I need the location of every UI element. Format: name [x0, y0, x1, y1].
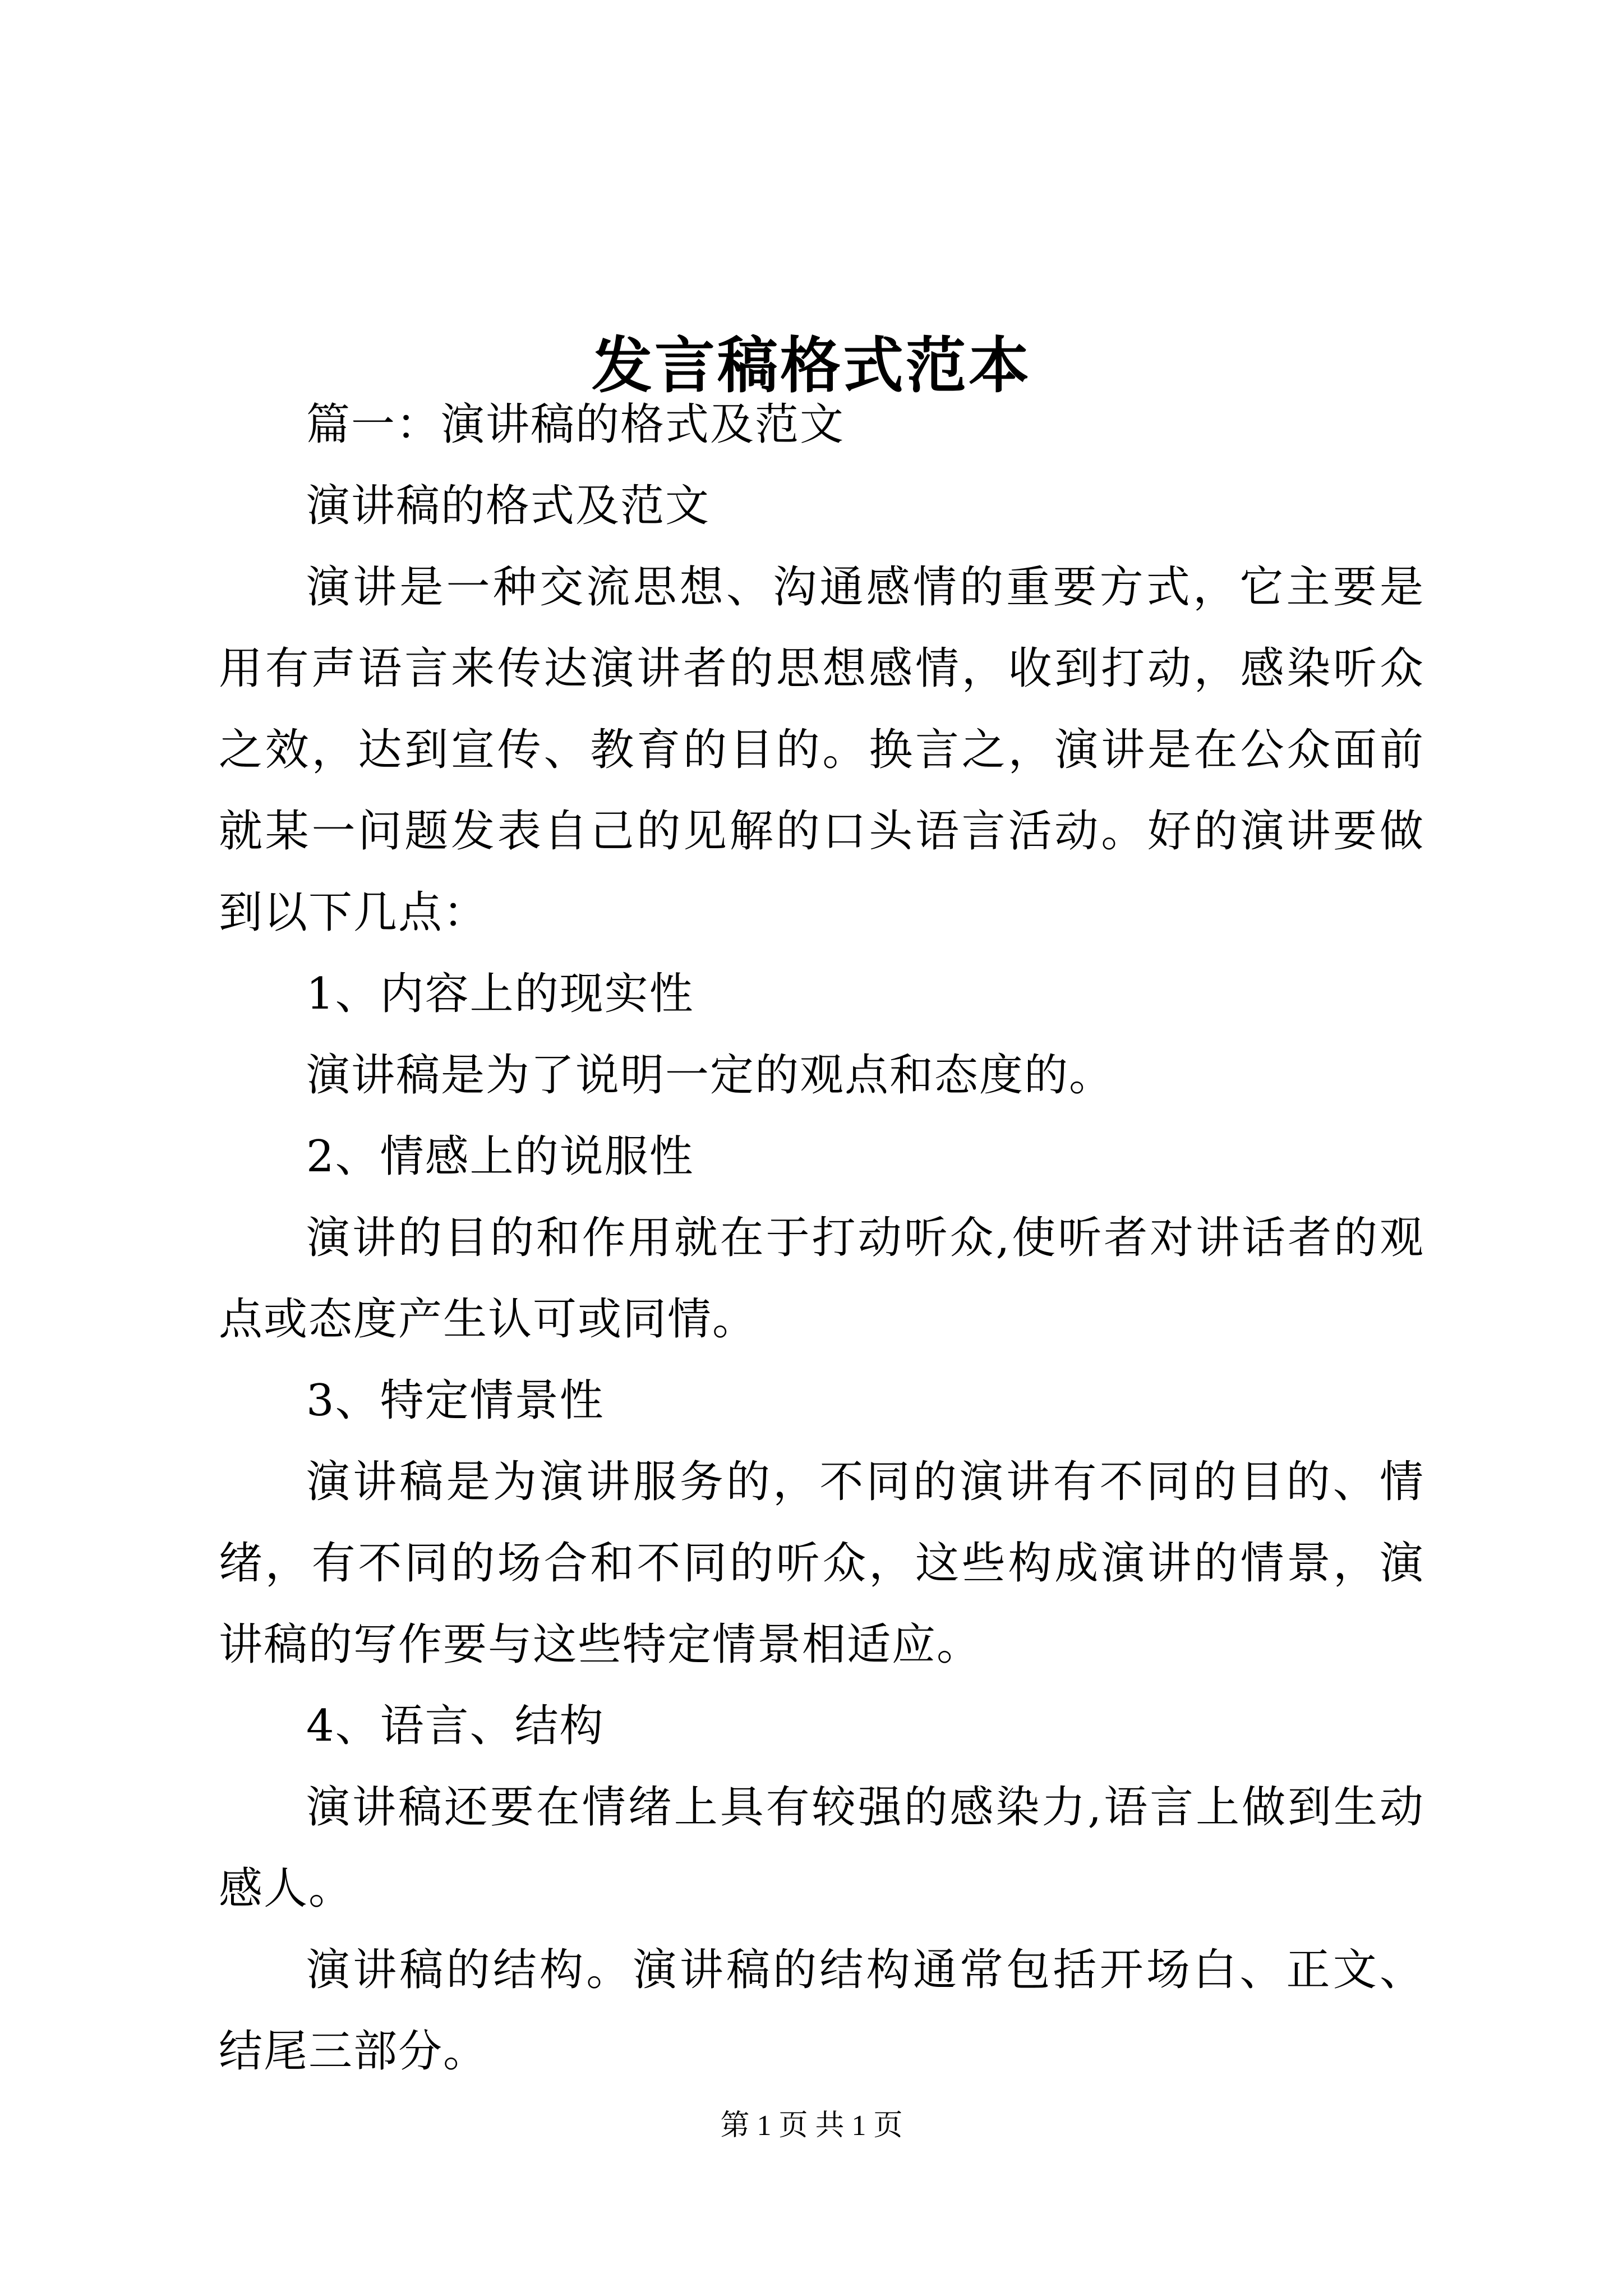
document-body — [219, 384, 1424, 2092]
point-heading-4: 4、语言、结构 — [306, 1701, 605, 1751]
structure-paragraph: 演讲稿的结构。演讲稿的结构通常包括开场白、正文、结尾三部分。 — [219, 1945, 1424, 2077]
point-text-2: 演讲的目的和作用就在于打动听众,使听者对讲话者的观点或态度产生认可或同情。 — [219, 1213, 1424, 1345]
page-footer: 第 1 页 共 1 页 — [720, 2110, 903, 2142]
intro-paragraph: 演讲是一种交流思想、沟通感情的重要方式，它主要是用有声语言来传达演讲者的思想感情，收到打动，感染听众之效，达到宣传、教育的目的。换言之，演讲是在公众面前就某一问题发表自己的见解的口头语言活动。好的演讲要做到以下几点： — [219, 562, 1424, 938]
section-heading: 篇一：演讲稿的格式及范文 — [306, 399, 845, 450]
point-heading-1: 1、内容上的现实性 — [306, 969, 694, 1019]
document-title: 发言稿格式范本 — [591, 330, 1031, 402]
subtitle-paragraph: 演讲稿的格式及范文 — [306, 481, 711, 531]
point-text-1: 演讲稿是为了说明一定的观点和态度的。 — [306, 1050, 1114, 1101]
point-heading-2: 2、情感上的说服性 — [306, 1131, 694, 1182]
point-heading-3: 3、特定情景性 — [306, 1375, 605, 1426]
point-text-3: 演讲稿是为演讲服务的，不同的演讲有不同的目的、情绪，有不同的场合和不同的听众，这些构成演讲的情景，演讲稿的写作要与这些特定情景相适应。 — [219, 1457, 1424, 1670]
point-text-4: 演讲稿还要在情绪上具有较强的感染力,语言上做到生动感人。 — [219, 1782, 1424, 1914]
